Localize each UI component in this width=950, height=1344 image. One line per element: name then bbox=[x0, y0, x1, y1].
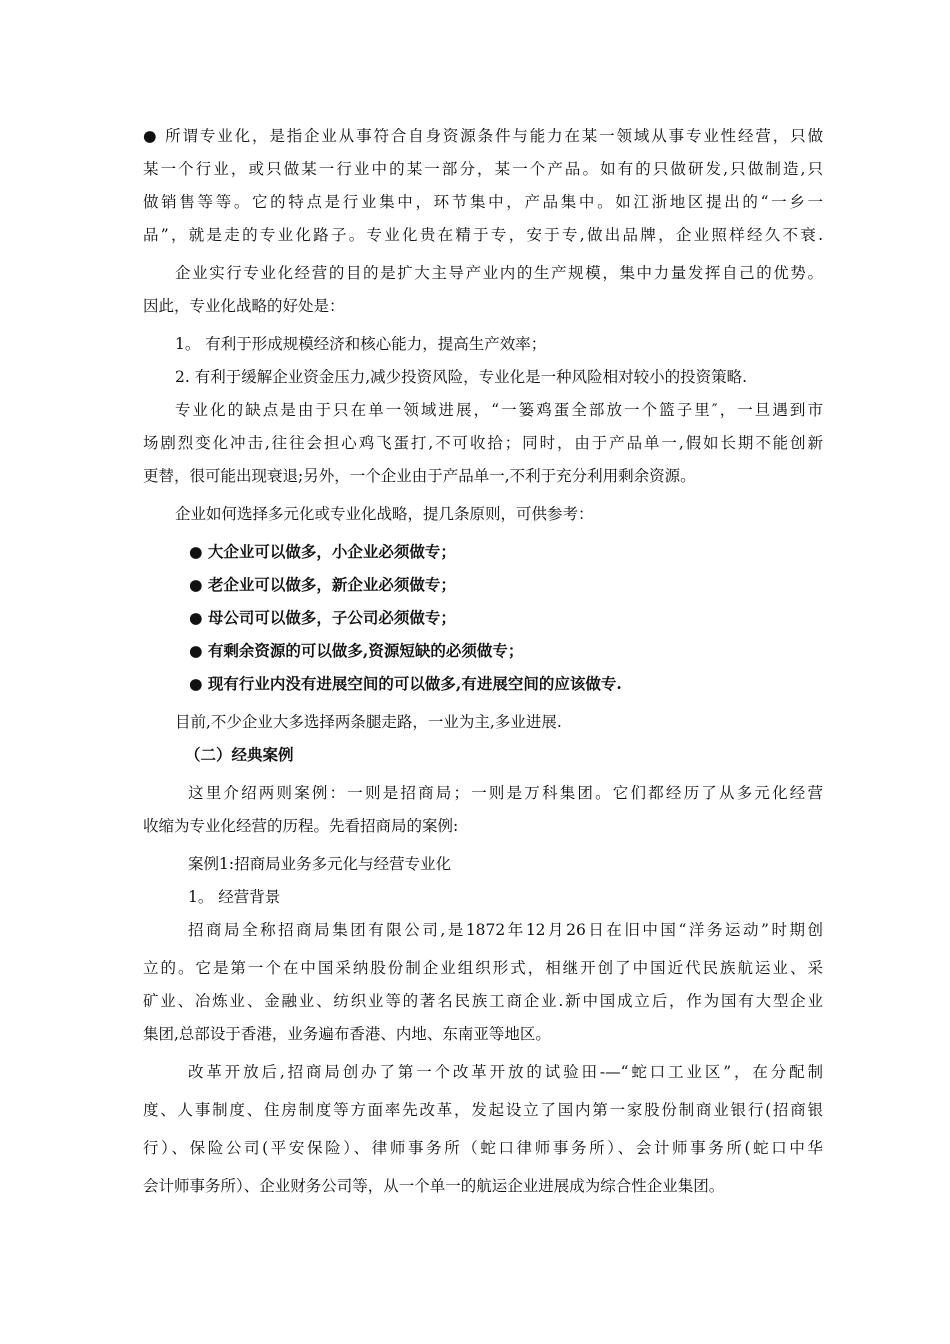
purpose-line-2: 因此，专业化战略的好处是： bbox=[143, 297, 345, 315]
cases-intro-line-1: 这里介绍两则案例：一则是招商局；一则是万科集团。它们都经历了从多元化经营 bbox=[188, 784, 823, 802]
intro-line-1: ● 所谓专业化，是指企业从事符合自身资源条件与能力在某一领域从事专业性经营，只做 bbox=[143, 127, 823, 145]
principle-item: ● 母公司可以做多，子公司必须做专； bbox=[189, 608, 456, 627]
principles-intro: 企业如何选择多元化或专业化战略，提几条原则，可供参考： bbox=[175, 505, 594, 523]
background-line-4: 集团,总部设于香港，业务遍布香港、内地、东南亚等地区。 bbox=[143, 1025, 551, 1043]
reform-line-3: 行）、保险公司(平安保险）、律师事务所（蛇口律师事务所）、会计师事务所(蛇口中华 bbox=[143, 1139, 823, 1157]
drawback-line-1: 专业化的缺点是由于只在单一领域进展，“一篓鸡蛋全部放一个篮子里″，一旦遇到市 bbox=[175, 401, 823, 419]
principle-item: ● 现有行业内没有进展空间的可以做多,有进展空间的应该做专. bbox=[189, 674, 622, 693]
section-title: （二）经典案例 bbox=[185, 745, 294, 764]
principle-item: ● 老企业可以做多，新企业必须做专； bbox=[189, 575, 456, 594]
background-title: 1。 经营背景 bbox=[188, 888, 281, 906]
reform-line-2: 度、人事制度、住房制度等方面率先改革，发起设立了国内第一家股份制商业银行(招商银 bbox=[143, 1101, 823, 1119]
drawback-line-2: 场剧烈变化冲击,往往会担心鸡飞蛋打,不可收拾；同时，由于产品单一,假如长期不能创新 bbox=[143, 434, 823, 452]
benefit-item: 2. 有利于缓解企业资金压力,减少投资风险，专业化是一种风险相对较小的投资策略. bbox=[175, 368, 748, 386]
intro-line-3: 做销售等等。它的特点是行业集中，环节集中，产品集中。如江浙地区提出的“一乡一 bbox=[143, 193, 823, 211]
intro-line-4: 品”，就是走的专业化路子。专业化贵在精于专，安于专,做出品牌，企业照样经久不衰. bbox=[143, 226, 823, 244]
reform-line-1: 改革开放后,招商局创办了第一个改革开放的试验田-—“蛇口工业区”，在分配制 bbox=[188, 1063, 823, 1081]
background-line-3: 矿业、冶炼业、金融业、纺织业等的著名民族工商企业.新中国成立后，作为国有大型企业 bbox=[143, 992, 823, 1010]
drawback-line-3: 更替，很可能出现衰退;另外，一个企业由于产品单一,不利于充分利用剩余资源。 bbox=[143, 467, 696, 485]
background-line-1: 招商局全称招商局集团有限公司,是1872年12月26日在旧中国“洋务运动”时期创 bbox=[188, 921, 823, 939]
current-practice: 目前,不少企业大多选择两条腿走路，一业为主,多业进展. bbox=[175, 713, 562, 731]
purpose-line-1: 企业实行专业化经营的目的是扩大主导产业内的生产规模，集中力量发挥自己的优势。 bbox=[175, 264, 823, 282]
background-line-2: 立的。它是第一个在中国采纳股份制企业组织形式，相继开创了中国近代民族航运业、采 bbox=[143, 959, 823, 977]
principle-item: ● 有剩余资源的可以做多,资源短缺的必须做专； bbox=[189, 641, 524, 660]
case-title: 案例1:招商局业务多元化与经营专业化 bbox=[188, 855, 452, 873]
principle-item: ● 大企业可以做多，小企业必须做专； bbox=[189, 542, 456, 561]
cases-intro-line-2: 收缩为专业化经营的历程。先看招商局的案例: bbox=[143, 817, 459, 835]
benefit-item: 1。 有利于形成规模经济和核心能力，提高生产效率； bbox=[175, 335, 547, 353]
intro-line-2: 某一个行业，或只做某一行业中的某一部分，某一个产品。如有的只做研发,只做制造,只 bbox=[143, 160, 823, 178]
reform-line-4: 会计师事务所）、企业财务公司等，从一个单一的航运企业进展成为综合性企业集团。 bbox=[143, 1177, 725, 1195]
